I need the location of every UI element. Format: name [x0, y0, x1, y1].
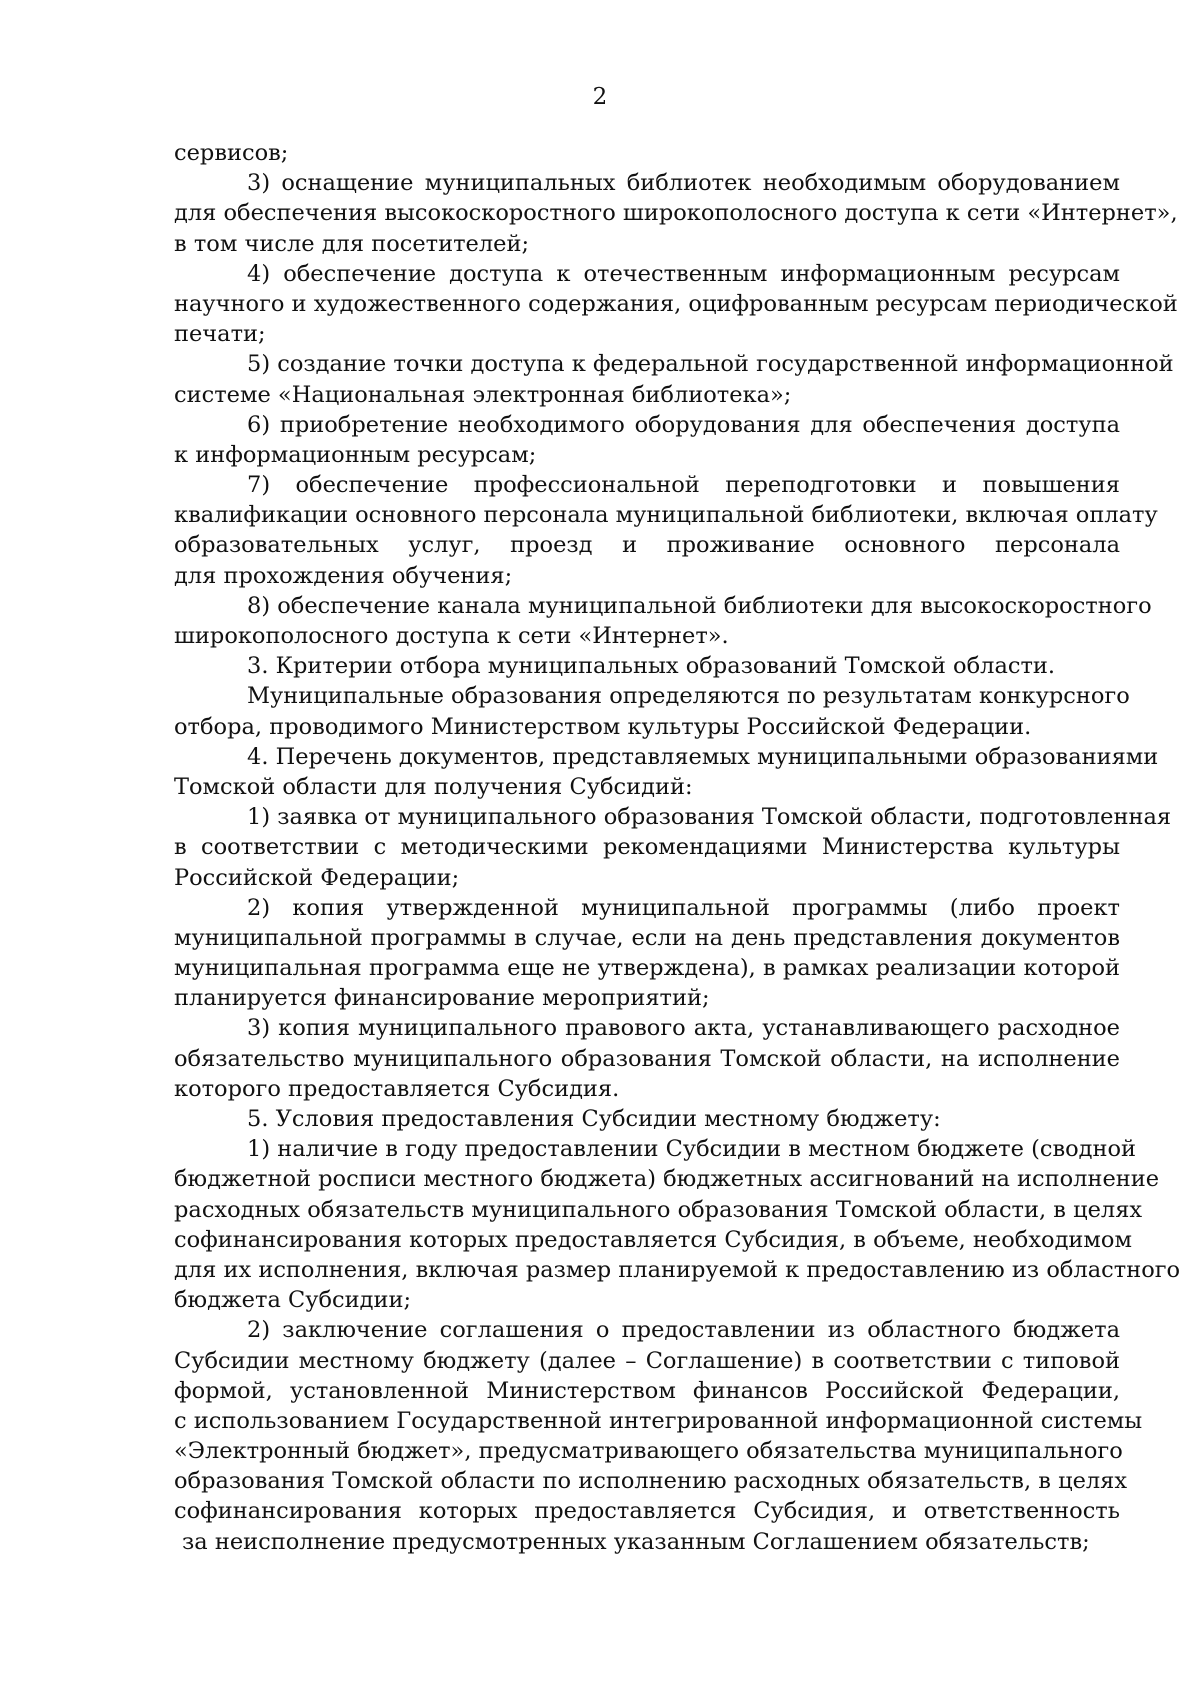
- text-line: бюджетной росписи местного бюджета) бюджетных ассигнований на исполнение: [174, 1166, 1160, 1193]
- text-line: Томской области для получения Субсидий:: [174, 773, 693, 800]
- text-line: софинансирования которых предоставляется Субсидия, и ответственность: [174, 1498, 1120, 1525]
- text-line: за неисполнение предусмотренных указанным Соглашением обязательств;: [182, 1528, 1090, 1555]
- text-line: в том числе для посетителей;: [174, 230, 530, 257]
- text-line: расходных обязательств муниципального образования Томской области, в целях: [174, 1196, 1143, 1223]
- text-line: бюджета Субсидии;: [174, 1287, 412, 1314]
- text-line: 2) заключение соглашения о предоставлении из областного бюджета: [247, 1317, 1120, 1344]
- text-line: 4) обеспечение доступа к отечественным информационным ресурсам: [247, 260, 1120, 287]
- text-line: 7) обеспечение профессиональной переподготовки и повышения: [247, 472, 1120, 499]
- text-line: муниципальная программа еще не утверждена), в рамках реализации которой: [174, 955, 1120, 982]
- text-line: 6) приобретение необходимого оборудования для обеспечения доступа: [247, 411, 1120, 438]
- text-line: Субсидии местному бюджету (далее – Соглашение) в соответствии с типовой: [174, 1347, 1120, 1374]
- text-line: для их исполнения, включая размер планируемой к предоставлению из областного: [174, 1256, 1181, 1283]
- text-line: «Электронный бюджет», предусматривающего обязательства муниципального: [174, 1438, 1123, 1465]
- text-line: 1) наличие в году предоставлении Субсидии в местном бюджете (сводной: [247, 1136, 1137, 1163]
- text-line: обязательство муниципального образования Томской области, на исполнение: [174, 1045, 1120, 1072]
- text-line: научного и художественного содержания, оцифрованным ресурсам периодической: [174, 290, 1178, 317]
- text-line: 8) обеспечение канала муниципальной библиотеки для высокоскоростного: [247, 592, 1152, 619]
- text-line: 5) создание точки доступа к федеральной государственной информационной: [247, 351, 1174, 378]
- text-line: софинансирования которых предоставляется Субсидия, в объеме, необходимом: [174, 1226, 1132, 1253]
- document-body: [174, 138, 1181, 1557]
- text-line: 3) оснащение муниципальных библиотек необходимым оборудованием: [247, 170, 1120, 197]
- text-line: с использованием Государственной интегрированной информационной системы: [174, 1407, 1143, 1434]
- text-line: образования Томской области по исполнению расходных обязательств, в целях: [174, 1468, 1128, 1495]
- text-line: 4. Перечень документов, представляемых муниципальными образованиями: [247, 743, 1159, 770]
- text-line: в соответствии с методическими рекомендациями Министерства культуры: [174, 834, 1120, 861]
- text-line: муниципальной программы в случае, если на день представления документов: [174, 924, 1120, 951]
- text-line: для прохождения обучения;: [174, 562, 513, 589]
- text-line: образовательных услуг, проезд и проживание основного персонала: [174, 532, 1120, 559]
- page-number: 2: [592, 84, 608, 110]
- text-line: Российской Федерации;: [174, 864, 460, 891]
- text-line: системе «Национальная электронная библиотека»;: [174, 381, 792, 408]
- text-line: 5. Условия предоставления Субсидии местному бюджету:: [247, 1106, 941, 1132]
- text-line: отбора, проводимого Министерством культуры Российской Федерации.: [174, 713, 1032, 740]
- text-line: сервисов;: [174, 140, 289, 166]
- text-line: которого предоставляется Субсидия.: [174, 1075, 620, 1102]
- text-line: планируется финансирование мероприятий;: [174, 985, 710, 1012]
- text-line: 2) копия утвержденной муниципальной программы (либо проект: [247, 894, 1120, 921]
- text-line: формой, установленной Министерством финансов Российской Федерации,: [174, 1377, 1120, 1404]
- text-line: для обеспечения высокоскоростного широкополосного доступа к сети «Интернет»,: [174, 200, 1178, 227]
- text-line: широкополосного доступа к сети «Интернет».: [174, 623, 729, 649]
- text-line: печати;: [174, 321, 266, 348]
- text-line: 1) заявка от муниципального образования Томской области, подготовленная: [247, 804, 1172, 831]
- text-line: квалификации основного персонала муниципальной библиотеки, включая оплату: [174, 502, 1158, 529]
- text-line: 3) копия муниципального правового акта, устанавливающего расходное: [247, 1015, 1120, 1042]
- text-line: 3. Критерии отбора муниципальных образований Томской области.: [247, 653, 1056, 680]
- text-line: к информационным ресурсам;: [174, 441, 537, 468]
- text-line: Муниципальные образования определяются по результатам конкурсного: [247, 683, 1130, 710]
